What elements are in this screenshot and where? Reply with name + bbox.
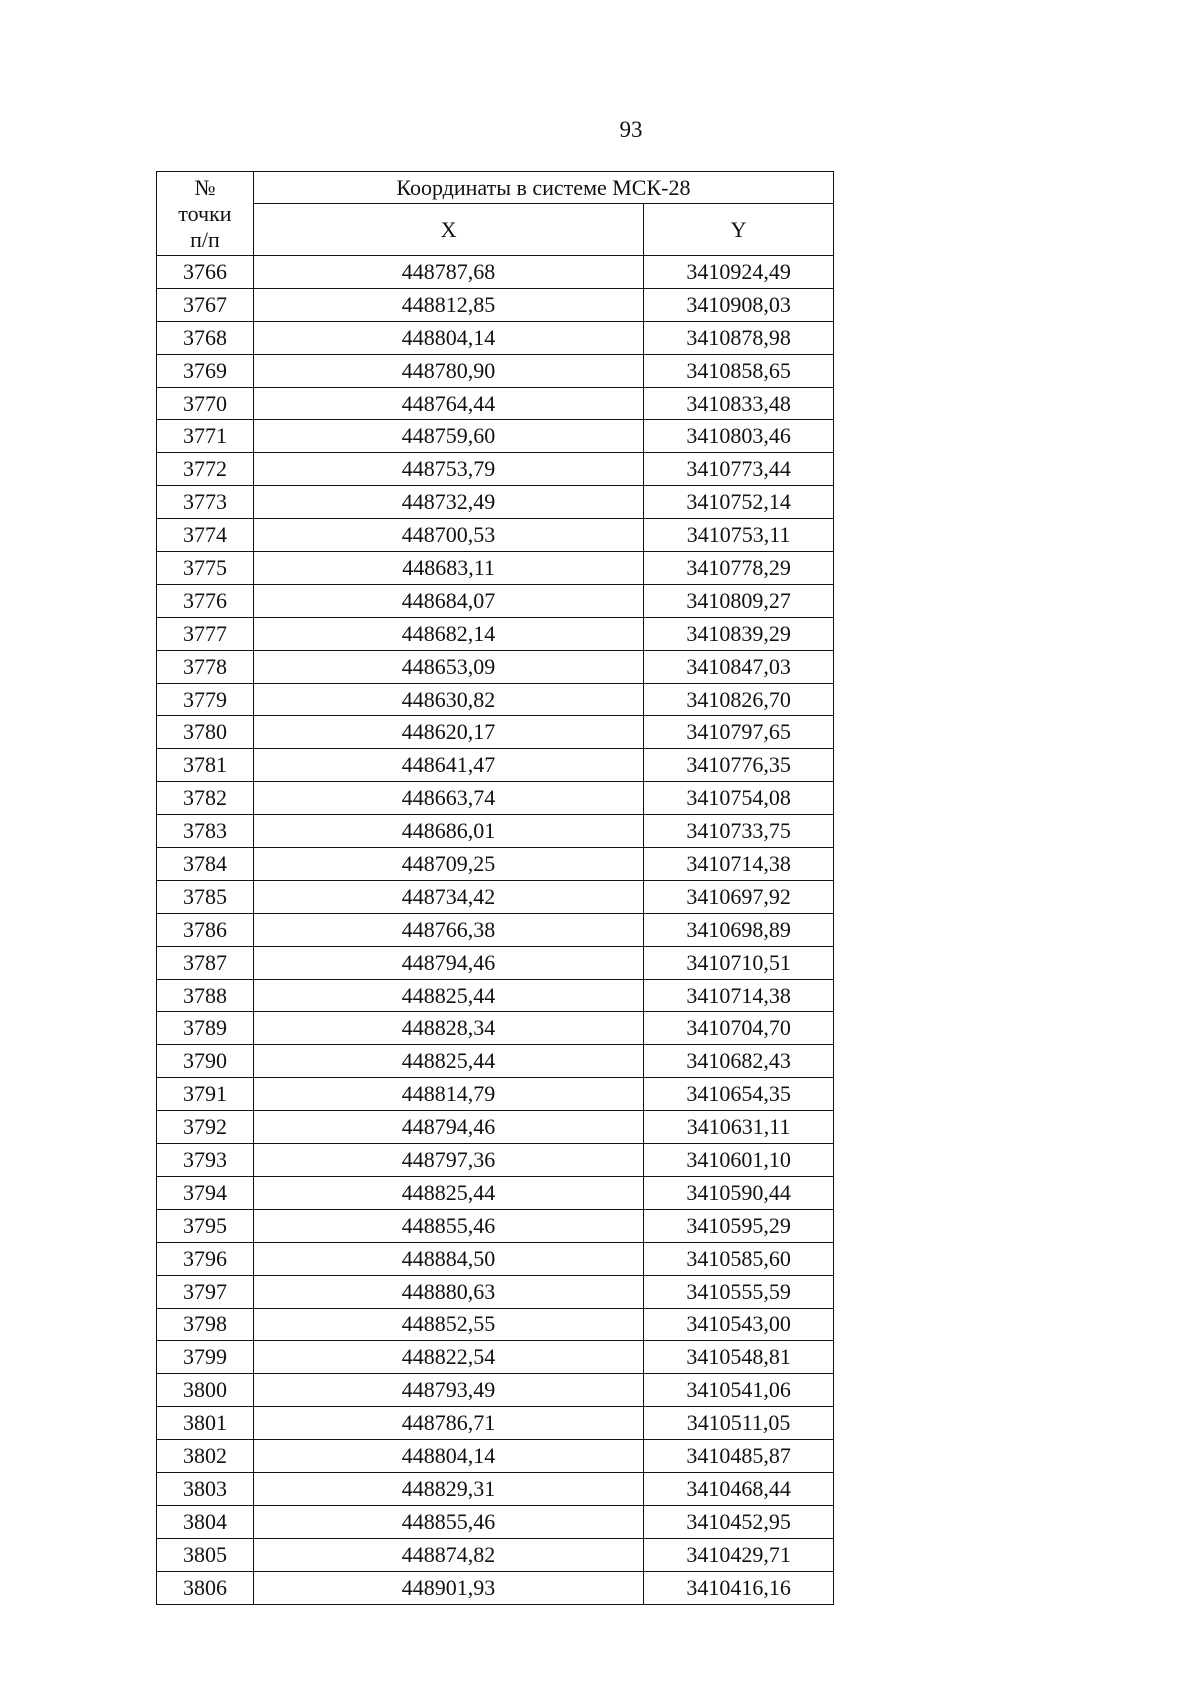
y-coordinate-cell: 3410511,05 bbox=[644, 1407, 834, 1440]
y-coordinate-cell: 3410733,75 bbox=[644, 815, 834, 848]
x-coordinate-cell: 448812,85 bbox=[253, 288, 643, 321]
x-coordinate-cell: 448759,60 bbox=[253, 420, 643, 453]
table-row bbox=[157, 1111, 834, 1144]
x-coordinate-cell: 448786,71 bbox=[253, 1407, 643, 1440]
point-number-cell: 3779 bbox=[157, 683, 254, 716]
point-number-cell: 3782 bbox=[157, 782, 254, 815]
point-number-cell: 3805 bbox=[157, 1538, 254, 1571]
table-row bbox=[157, 1275, 834, 1308]
x-coordinate-cell: 448630,82 bbox=[253, 683, 643, 716]
x-coordinate-cell: 448686,01 bbox=[253, 815, 643, 848]
y-coordinate-cell: 3410595,29 bbox=[644, 1209, 834, 1242]
point-number-cell: 3800 bbox=[157, 1374, 254, 1407]
table-row bbox=[157, 1012, 834, 1045]
table-row bbox=[157, 321, 834, 354]
table-row bbox=[157, 1374, 834, 1407]
point-number-cell: 3803 bbox=[157, 1472, 254, 1505]
y-coordinate-cell: 3410752,14 bbox=[644, 486, 834, 519]
y-coordinate-cell: 3410803,46 bbox=[644, 420, 834, 453]
point-number-cell: 3799 bbox=[157, 1341, 254, 1374]
table-row bbox=[157, 913, 834, 946]
x-coordinate-cell: 448797,36 bbox=[253, 1144, 643, 1177]
point-number-cell: 3778 bbox=[157, 650, 254, 683]
x-coordinate-cell: 448709,25 bbox=[253, 848, 643, 881]
y-coordinate-cell: 3410452,95 bbox=[644, 1505, 834, 1538]
table-row bbox=[157, 880, 834, 913]
table-row bbox=[157, 979, 834, 1012]
x-coordinate-cell: 448766,38 bbox=[253, 913, 643, 946]
point-number-cell: 3775 bbox=[157, 552, 254, 585]
x-coordinate-cell: 448641,47 bbox=[253, 749, 643, 782]
x-coordinate-cell: 448734,42 bbox=[253, 880, 643, 913]
table-row bbox=[157, 1078, 834, 1111]
y-coordinate-cell: 3410833,48 bbox=[644, 387, 834, 420]
x-coordinate-cell: 448804,14 bbox=[253, 1440, 643, 1473]
coordinates-table bbox=[156, 171, 834, 1605]
table-row bbox=[157, 1571, 834, 1604]
x-coordinate-cell: 448825,44 bbox=[253, 1176, 643, 1209]
y-coordinate-cell: 3410555,59 bbox=[644, 1275, 834, 1308]
y-coordinate-cell: 3410698,89 bbox=[644, 913, 834, 946]
y-coordinate-cell: 3410776,35 bbox=[644, 749, 834, 782]
x-coordinate-cell: 448683,11 bbox=[253, 552, 643, 585]
y-coordinate-cell: 3410778,29 bbox=[644, 552, 834, 585]
x-coordinate-cell: 448901,93 bbox=[253, 1571, 643, 1604]
point-number-cell: 3791 bbox=[157, 1078, 254, 1111]
table-row bbox=[157, 1308, 834, 1341]
point-number-cell: 3802 bbox=[157, 1440, 254, 1473]
table-row bbox=[157, 288, 834, 321]
point-number-cell: 3768 bbox=[157, 321, 254, 354]
x-coordinate-cell: 448880,63 bbox=[253, 1275, 643, 1308]
x-coordinate-cell: 448700,53 bbox=[253, 519, 643, 552]
x-coordinate-cell: 448753,79 bbox=[253, 453, 643, 486]
table-row bbox=[157, 683, 834, 716]
y-coordinate-cell: 3410753,11 bbox=[644, 519, 834, 552]
table-row bbox=[157, 552, 834, 585]
point-number-cell: 3806 bbox=[157, 1571, 254, 1604]
y-coordinate-cell: 3410714,38 bbox=[644, 848, 834, 881]
table-row bbox=[157, 848, 834, 881]
y-coordinate-cell: 3410601,10 bbox=[644, 1144, 834, 1177]
y-coordinate-cell: 3410710,51 bbox=[644, 946, 834, 979]
x-coordinate-cell: 448794,46 bbox=[253, 946, 643, 979]
table-row bbox=[157, 1045, 834, 1078]
y-coordinate-cell: 3410631,11 bbox=[644, 1111, 834, 1144]
x-coordinate-cell: 448620,17 bbox=[253, 716, 643, 749]
table-row bbox=[157, 1144, 834, 1177]
point-number-cell: 3787 bbox=[157, 946, 254, 979]
point-number-cell: 3789 bbox=[157, 1012, 254, 1045]
table-row bbox=[157, 1472, 834, 1505]
y-column-header: Y bbox=[644, 204, 834, 256]
x-coordinate-cell: 448829,31 bbox=[253, 1472, 643, 1505]
point-number-cell: 3793 bbox=[157, 1144, 254, 1177]
table-row bbox=[157, 782, 834, 815]
y-coordinate-cell: 3410697,92 bbox=[644, 880, 834, 913]
point-number-cell: 3776 bbox=[157, 584, 254, 617]
x-coordinate-cell: 448732,49 bbox=[253, 486, 643, 519]
y-coordinate-cell: 3410590,44 bbox=[644, 1176, 834, 1209]
y-coordinate-cell: 3410858,65 bbox=[644, 354, 834, 387]
y-coordinate-cell: 3410878,98 bbox=[644, 321, 834, 354]
point-number-cell: 3770 bbox=[157, 387, 254, 420]
table-row bbox=[157, 1341, 834, 1374]
y-coordinate-cell: 3410847,03 bbox=[644, 650, 834, 683]
table-row bbox=[157, 519, 834, 552]
x-coordinate-cell: 448874,82 bbox=[253, 1538, 643, 1571]
table-row bbox=[157, 716, 834, 749]
coordinates-system-header: Координаты в системе МСК-28 bbox=[253, 172, 833, 204]
point-number-cell: 3781 bbox=[157, 749, 254, 782]
point-number-cell: 3792 bbox=[157, 1111, 254, 1144]
x-coordinate-cell: 448804,14 bbox=[253, 321, 643, 354]
page-number: 93 bbox=[619, 117, 643, 142]
x-coordinate-cell: 448825,44 bbox=[253, 1045, 643, 1078]
y-coordinate-cell: 3410682,43 bbox=[644, 1045, 834, 1078]
point-number-header-line1: № bbox=[194, 174, 216, 200]
table-row bbox=[157, 1538, 834, 1571]
table-row bbox=[157, 486, 834, 519]
table-row bbox=[157, 387, 834, 420]
point-number-cell: 3798 bbox=[157, 1308, 254, 1341]
table-row bbox=[157, 1176, 834, 1209]
point-number-cell: 3777 bbox=[157, 617, 254, 650]
point-number-cell: 3784 bbox=[157, 848, 254, 881]
point-number-cell: 3785 bbox=[157, 880, 254, 913]
x-column-header: X bbox=[253, 204, 643, 256]
table-row bbox=[157, 617, 834, 650]
y-coordinate-cell: 3410826,70 bbox=[644, 683, 834, 716]
table-row bbox=[157, 1209, 834, 1242]
y-coordinate-cell: 3410704,70 bbox=[644, 1012, 834, 1045]
x-coordinate-cell: 448825,44 bbox=[253, 979, 643, 1012]
point-number-cell: 3774 bbox=[157, 519, 254, 552]
table-row bbox=[157, 946, 834, 979]
x-coordinate-cell: 448852,55 bbox=[253, 1308, 643, 1341]
x-coordinate-cell: 448794,46 bbox=[253, 1111, 643, 1144]
table-row bbox=[157, 1407, 834, 1440]
point-number-cell: 3780 bbox=[157, 716, 254, 749]
point-number-cell: 3773 bbox=[157, 486, 254, 519]
y-coordinate-cell: 3410543,00 bbox=[644, 1308, 834, 1341]
table-row bbox=[157, 584, 834, 617]
point-number-cell: 3772 bbox=[157, 453, 254, 486]
x-coordinate-cell: 448682,14 bbox=[253, 617, 643, 650]
table-row bbox=[157, 1440, 834, 1473]
table-row bbox=[157, 749, 834, 782]
point-number-cell: 3795 bbox=[157, 1209, 254, 1242]
y-coordinate-cell: 3410416,16 bbox=[644, 1571, 834, 1604]
x-coordinate-cell: 448653,09 bbox=[253, 650, 643, 683]
point-number-header-line2: точки bbox=[178, 200, 232, 226]
table-row bbox=[157, 1242, 834, 1275]
table-row bbox=[157, 1505, 834, 1538]
y-coordinate-cell: 3410548,81 bbox=[644, 1341, 834, 1374]
table-row bbox=[157, 256, 834, 289]
point-number-cell: 3797 bbox=[157, 1275, 254, 1308]
x-coordinate-cell: 448884,50 bbox=[253, 1242, 643, 1275]
table-row bbox=[157, 354, 834, 387]
y-coordinate-cell: 3410541,06 bbox=[644, 1374, 834, 1407]
point-number-cell: 3766 bbox=[157, 256, 254, 289]
x-coordinate-cell: 448855,46 bbox=[253, 1505, 643, 1538]
y-coordinate-cell: 3410485,87 bbox=[644, 1440, 834, 1473]
point-number-header bbox=[157, 172, 254, 256]
point-number-cell: 3767 bbox=[157, 288, 254, 321]
table-row bbox=[157, 815, 834, 848]
y-coordinate-cell: 3410809,27 bbox=[644, 584, 834, 617]
table-header-row bbox=[157, 172, 834, 204]
y-coordinate-cell: 3410468,44 bbox=[644, 1472, 834, 1505]
point-number-cell: 3796 bbox=[157, 1242, 254, 1275]
table-row bbox=[157, 453, 834, 486]
y-coordinate-cell: 3410429,71 bbox=[644, 1538, 834, 1571]
x-coordinate-cell: 448822,54 bbox=[253, 1341, 643, 1374]
x-coordinate-cell: 448764,44 bbox=[253, 387, 643, 420]
table-row bbox=[157, 420, 834, 453]
x-coordinate-cell: 448793,49 bbox=[253, 1374, 643, 1407]
point-number-cell: 3769 bbox=[157, 354, 254, 387]
x-coordinate-cell: 448663,74 bbox=[253, 782, 643, 815]
x-coordinate-cell: 448855,46 bbox=[253, 1209, 643, 1242]
y-coordinate-cell: 3410773,44 bbox=[644, 453, 834, 486]
y-coordinate-cell: 3410654,35 bbox=[644, 1078, 834, 1111]
y-coordinate-cell: 3410924,49 bbox=[644, 256, 834, 289]
x-coordinate-cell: 448787,68 bbox=[253, 256, 643, 289]
point-number-cell: 3786 bbox=[157, 913, 254, 946]
table-subheader-row bbox=[157, 204, 834, 256]
x-coordinate-cell: 448684,07 bbox=[253, 584, 643, 617]
point-number-cell: 3801 bbox=[157, 1407, 254, 1440]
point-number-cell: 3804 bbox=[157, 1505, 254, 1538]
table-row bbox=[157, 650, 834, 683]
y-coordinate-cell: 3410797,65 bbox=[644, 716, 834, 749]
point-number-cell: 3783 bbox=[157, 815, 254, 848]
y-coordinate-cell: 3410839,29 bbox=[644, 617, 834, 650]
y-coordinate-cell: 3410908,03 bbox=[644, 288, 834, 321]
x-coordinate-cell: 448828,34 bbox=[253, 1012, 643, 1045]
x-coordinate-cell: 448780,90 bbox=[253, 354, 643, 387]
y-coordinate-cell: 3410754,08 bbox=[644, 782, 834, 815]
y-coordinate-cell: 3410714,38 bbox=[644, 979, 834, 1012]
point-number-cell: 3794 bbox=[157, 1176, 254, 1209]
point-number-header-line3: п/п bbox=[190, 226, 220, 252]
y-coordinate-cell: 3410585,60 bbox=[644, 1242, 834, 1275]
point-number-cell: 3771 bbox=[157, 420, 254, 453]
x-coordinate-cell: 448814,79 bbox=[253, 1078, 643, 1111]
point-number-cell: 3788 bbox=[157, 979, 254, 1012]
point-number-cell: 3790 bbox=[157, 1045, 254, 1078]
table-body bbox=[157, 256, 834, 1605]
